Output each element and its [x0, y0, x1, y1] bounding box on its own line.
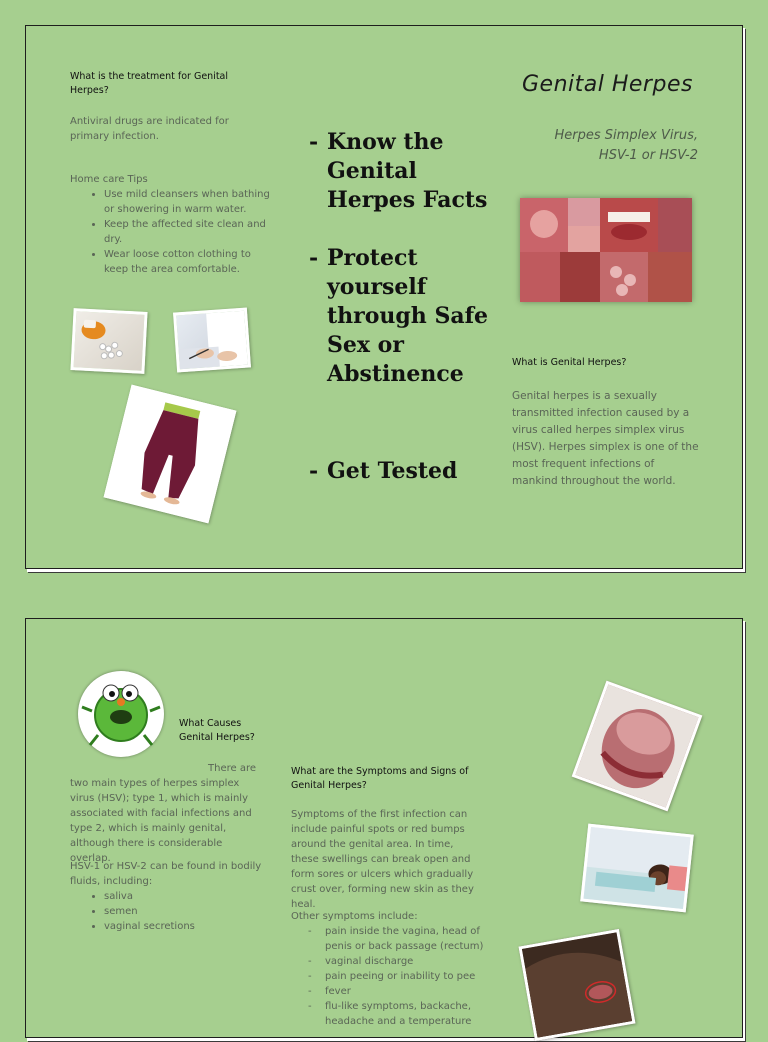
brochure-page-inside: [25, 618, 743, 1038]
home-care-tip: • Keep the affected site clean and dry.: [104, 217, 270, 247]
causes-heading-line-1: What Causes: [179, 718, 242, 729]
other-symptoms-list: [291, 924, 487, 1029]
home-care-list: [70, 187, 270, 277]
slogan-get-tested: - Get Tested: [309, 457, 489, 486]
fluids-list: [70, 889, 270, 934]
symptom-item: - flu-like symptoms, backache, headache and a temperature: [325, 999, 487, 1029]
home-care-tip: • Wear loose cotton clothing to keep the area comfortable.: [104, 247, 270, 277]
lesion-image-1: [575, 684, 698, 807]
fluids-section: [70, 859, 270, 934]
home-care-section: [70, 172, 270, 277]
fluids-intro: HSV-1 or HSV-2 can be found in bodily fluids, including:: [70, 861, 262, 887]
slogans-list: [309, 128, 489, 486]
home-care-label: Home care Tips: [70, 174, 148, 185]
brochure-subtitle: [506, 126, 698, 166]
pills-image: [74, 311, 145, 370]
what-is-body: Genital herpes is a sexually transmitted infection caused by a virus called herpes simplex virus (HSV). Herpes simplex is one of the most frequent infections of mankind throughout the world.: [512, 390, 699, 487]
doctor-photo: [173, 307, 251, 372]
fluid-item: • vaginal secretions: [104, 919, 270, 934]
other-symptoms-section: [291, 909, 487, 1029]
causes-heading-line-2: Genital Herpes?: [179, 732, 255, 743]
symptom-item: - fever: [325, 984, 487, 999]
symptom-item: - pain inside the vagina, head of penis or back passage (rectum): [325, 924, 487, 954]
lesion-photo-1: [572, 681, 703, 812]
pills-photo: [70, 308, 147, 374]
subtitle-line-2: HSV-1 or HSV-2: [598, 148, 698, 163]
symptoms-body: Symptoms of the first infection can include painful spots or red bumps around the genital area. In time, these swellings can break open and form sores or ulcers which gradually crust over, forming new skin as they heal.: [291, 809, 474, 910]
subtitle-line-1: Herpes Simplex Virus,: [554, 128, 698, 143]
sick-woman-photo: [580, 824, 694, 913]
doctor-image: [176, 311, 248, 370]
causes-body: There are two main types of herpes simplex virus (HSV); type 1, which is mainly associated with facial infections and type 2, which is mainly genital, although there is considerable overlap.: [70, 763, 256, 864]
sick-woman-image: [584, 827, 691, 909]
home-care-tip: • Use mild cleansers when bathing or showering in warm water.: [104, 187, 270, 217]
slogan-protect: - Protect yourself through Safe Sex or Abstinence: [309, 244, 489, 389]
symptom-item: - vaginal discharge: [325, 954, 487, 969]
fluid-item: • semen: [104, 904, 270, 919]
antiviral-text: Antiviral drugs are indicated for primary infection.: [70, 116, 229, 142]
lesion-image-2: [522, 932, 632, 1037]
causes-heading: [179, 717, 299, 745]
treatment-heading: What is the treatment for Genital Herpes?: [70, 71, 229, 96]
symptoms-heading: What are the Symptoms and Signs of Genital Herpes?: [291, 766, 469, 791]
fluid-item: • saliva: [104, 889, 270, 904]
other-symptoms-intro: Other symptoms include:: [291, 911, 418, 922]
brochure-title: Genital Herpes: [522, 72, 693, 97]
virus-cartoon-icon: [78, 671, 164, 757]
slogan-know-facts: - Know the Genital Herpes Facts: [309, 128, 489, 215]
lesion-photo-2: [518, 929, 635, 1041]
symptom-item: - pain peeing or inability to pee: [325, 969, 487, 984]
brochure-page-front: [25, 25, 743, 569]
pants-image: [107, 388, 233, 519]
collage-image: [520, 198, 692, 302]
symptom-collage-photo: [520, 198, 692, 302]
virus-image: [78, 671, 164, 757]
what-is-heading: What is Genital Herpes?: [512, 357, 627, 368]
loose-pants-photo: [104, 385, 237, 524]
